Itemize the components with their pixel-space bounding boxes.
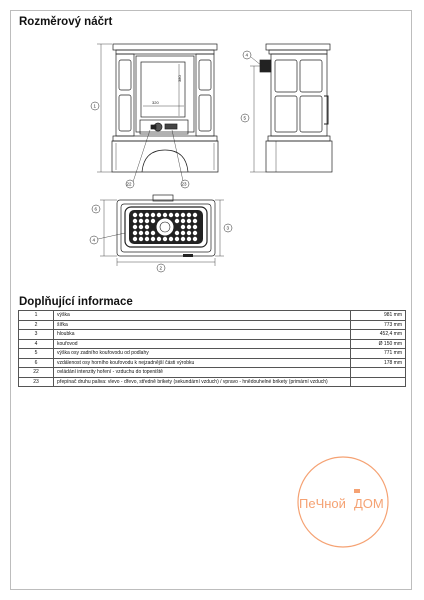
row-value: Ø 150 mm	[351, 339, 406, 349]
row-value: 178 mm	[351, 358, 406, 368]
row-description: výška	[54, 311, 351, 321]
callout-1: 1	[93, 103, 97, 109]
table-row	[19, 358, 406, 368]
callout-3: 3	[226, 225, 230, 231]
dim-door-height: 380	[177, 75, 182, 82]
row-value: 452,4 mm	[351, 330, 406, 340]
table-row	[19, 339, 406, 349]
row-description: vzdálenost osy horního kouřovodu k nejzadnější části výrobku	[54, 358, 351, 368]
row-number: 23	[19, 377, 54, 387]
table-row	[19, 377, 406, 387]
callout-2: 2	[159, 265, 163, 271]
row-value	[351, 377, 406, 387]
row-value: 771 mm	[351, 349, 406, 359]
callout-22: 22	[126, 181, 132, 187]
top-view	[90, 195, 232, 272]
row-description: výška osy zadního kouřovodu od podlahy	[54, 349, 351, 359]
row-value: 981 mm	[351, 311, 406, 321]
side-view	[241, 44, 332, 172]
row-value	[351, 368, 406, 378]
row-number: 5	[19, 349, 54, 359]
row-description: přepínač druhu paliva: vlevo - dřevo, středně brikety (sekundární vzduch) / vpravo - hnědouhelné brikety (primární vzduch)	[54, 377, 351, 387]
spec-table	[18, 310, 406, 387]
table-row	[19, 368, 406, 378]
row-value: 773 mm	[351, 320, 406, 330]
logo-text-left: ПеЧной	[299, 496, 346, 511]
row-number: 22	[19, 368, 54, 378]
pechnoy-dom-logo	[296, 455, 390, 549]
row-number: 3	[19, 330, 54, 340]
table-row	[19, 311, 406, 321]
row-description: kouřovod	[54, 339, 351, 349]
row-number: 6	[19, 358, 54, 368]
row-number: 1	[19, 311, 54, 321]
row-number: 4	[19, 339, 54, 349]
front-view	[91, 44, 218, 188]
callout-6: 6	[94, 206, 98, 212]
table-row	[19, 349, 406, 359]
sketch-title: Rozměrový náčrt	[19, 16, 113, 28]
row-description: hloubka	[54, 330, 351, 340]
table-row	[19, 320, 406, 330]
callout-4-side: 4	[245, 52, 249, 58]
row-description: šířka	[54, 320, 351, 330]
callout-5: 5	[243, 115, 247, 121]
callout-23: 23	[181, 181, 187, 187]
row-description: ovládání intenzity hoření - vzduchu do topeniště	[54, 368, 351, 378]
logo-text-right: ДОМ	[354, 496, 384, 511]
table-row	[19, 330, 406, 340]
dim-top-width: 320	[152, 100, 159, 105]
row-number: 2	[19, 320, 54, 330]
callout-4-top: 4	[92, 237, 96, 243]
info-title: Doplňující informace	[19, 296, 133, 308]
